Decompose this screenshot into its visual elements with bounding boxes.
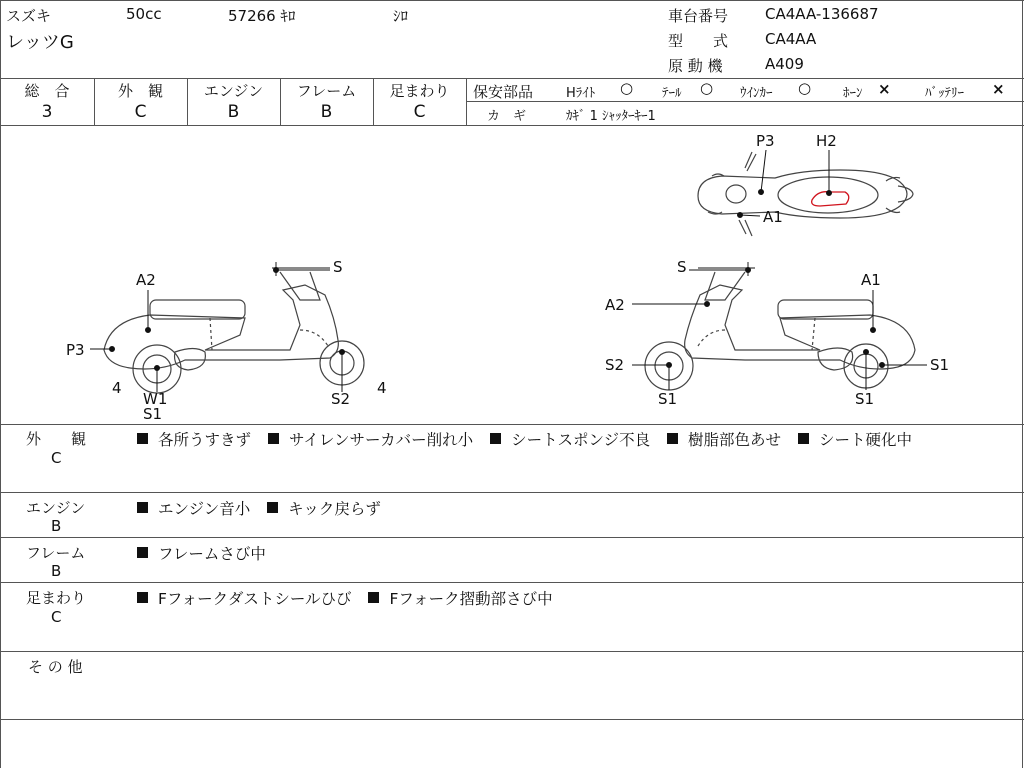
engine-grade: B (227, 102, 240, 122)
scooter-diagram (0, 126, 1022, 424)
bullet-icon (137, 433, 148, 444)
label-right-a1: A1 (861, 271, 881, 289)
label-right-s2: S2 (605, 356, 625, 374)
remark-engine-label: エンジン (26, 499, 86, 517)
remark-engine-items (137, 497, 393, 519)
horn-label: ﾎｰﾝ (843, 86, 863, 101)
overall-label: 総 合 (24, 82, 70, 100)
winker-label: ｳｲﾝｶｰ (740, 86, 773, 101)
bullet-icon (267, 502, 278, 513)
winker-status: ○ (798, 79, 812, 97)
type-value: CA4AA (765, 30, 817, 48)
headlight-label: Hﾗｲﾄ (566, 86, 596, 101)
label-left-w1: W1 (143, 390, 168, 408)
remark-divider-1 (0, 492, 1024, 493)
remark-item: 各所うすきず (158, 431, 252, 449)
label-left-4b: 4 (377, 379, 387, 397)
frame-border-top (0, 0, 1024, 1)
key-label: カ ギ (487, 109, 527, 124)
bullet-icon (798, 433, 809, 444)
engine-label: 原 動 機 (668, 57, 723, 75)
exterior-grade: C (134, 102, 147, 122)
frame-no: CA4AA-136687 (765, 5, 879, 23)
label-top-a1: A1 (763, 208, 783, 226)
marker-left-s (274, 268, 279, 273)
label-right-s1a: S1 (930, 356, 950, 374)
label-left-s: S (333, 258, 343, 276)
marker-left-a2 (146, 328, 151, 333)
bullet-icon (268, 433, 279, 444)
remark-exterior-grade: C (51, 449, 62, 467)
remark-exterior-label: 外 観 (26, 430, 87, 448)
key-value: ｶｷﾞ 1 ｼｬｯﾀｰｷｰ1 (566, 109, 656, 124)
remark-divider-3 (0, 582, 1024, 583)
maker: スズキ (6, 7, 52, 25)
remark-divider-4 (0, 651, 1024, 652)
label-left-p3: P3 (66, 341, 85, 359)
label-left-s2: S2 (331, 390, 351, 408)
remark-suspension-grade: C (51, 608, 62, 626)
safety-mid-line (466, 101, 1024, 102)
exterior-label: 外 観 (117, 82, 163, 100)
remark-exterior-items (137, 428, 912, 450)
overall-grade: 3 (41, 102, 53, 122)
type-label: 型 式 (668, 32, 729, 50)
bullet-icon (667, 433, 678, 444)
marker-top-p3 (759, 190, 764, 195)
remark-frame-items (137, 542, 278, 564)
headlight-status: ○ (620, 79, 634, 97)
remark-divider-5 (0, 719, 1024, 720)
remark-frame-grade: B (51, 562, 62, 580)
remark-item: シートスポンジ不良 (511, 431, 651, 449)
remark-suspension-label: 足まわり (26, 589, 87, 607)
label-left-4a: 4 (112, 379, 122, 397)
marker-right-s (746, 268, 751, 273)
engine-grade-label: エンジン (203, 82, 264, 100)
remark-item: キック戻らず (288, 500, 381, 518)
displacement: 50cc (126, 5, 162, 23)
marker-right-a1 (871, 328, 876, 333)
remark-item: サイレンサーカバー削れ小 (288, 431, 474, 449)
marker-left-s2 (340, 350, 345, 355)
suspension-grade: C (413, 102, 426, 122)
marker-right-a2 (705, 302, 710, 307)
diagram-bottom-line (0, 424, 1024, 425)
bullet-icon (137, 502, 148, 513)
tail-label: ﾃｰﾙ (662, 86, 682, 101)
marker-left-p3 (110, 347, 115, 352)
marker-top-h2 (827, 191, 832, 196)
battery-status: × (992, 80, 1005, 98)
engine-value: A409 (765, 55, 804, 73)
bullet-icon (137, 547, 148, 558)
frame-grade-label: フレーム (296, 82, 357, 100)
bullet-icon (490, 433, 501, 444)
bullet-icon (368, 592, 379, 603)
remark-item: Fフォーク摺動部さび中 (389, 590, 553, 608)
bullet-icon (137, 592, 148, 603)
marker-left-w1 (155, 366, 160, 371)
grades-divider-5 (466, 78, 467, 125)
mileage: 57266 ｷﾛ (228, 7, 296, 25)
remark-item: Fフォークダストシールひび (158, 590, 352, 608)
frame-no-label: 車台番号 (668, 7, 729, 25)
frame-border-right (1022, 0, 1023, 768)
battery-label: ﾊﾞｯﾃﾘｰ (925, 86, 964, 101)
remark-divider-2 (0, 537, 1024, 538)
color: ｼﾛ (393, 7, 409, 25)
remark-item: フレームさび中 (158, 545, 266, 563)
label-right-s1c: S1 (855, 390, 875, 408)
horn-status: × (878, 80, 891, 98)
remark-engine-grade: B (51, 517, 62, 535)
marker-top-a1 (738, 213, 743, 218)
remark-other-label: そ の 他 (28, 658, 83, 676)
label-left-s1: S1 (143, 405, 163, 423)
top-view-scooter (698, 152, 913, 236)
grades-top-line (0, 78, 1024, 79)
marker-right-s1a (880, 363, 885, 368)
label-right-s: S (677, 258, 687, 276)
safety-label: 保安部品 (473, 83, 534, 101)
suspension-grade-label: 足まわり (389, 82, 450, 100)
remark-frame-label: フレーム (26, 544, 86, 562)
remark-item: 樹脂部色あせ (688, 431, 782, 449)
label-right-s1b: S1 (658, 390, 678, 408)
remark-item: エンジン音小 (158, 500, 251, 518)
tail-status: ○ (700, 79, 714, 97)
marker-right-s1b (864, 350, 869, 355)
remark-suspension-items (137, 587, 565, 609)
label-right-a2: A2 (605, 296, 625, 314)
remark-item: シート硬化中 (818, 431, 912, 449)
frame-grade: B (320, 102, 333, 122)
model-name: レッツG (6, 32, 74, 53)
label-left-a2: A2 (136, 271, 156, 289)
label-top-p3: P3 (756, 132, 775, 150)
label-top-h2: H2 (816, 132, 837, 150)
